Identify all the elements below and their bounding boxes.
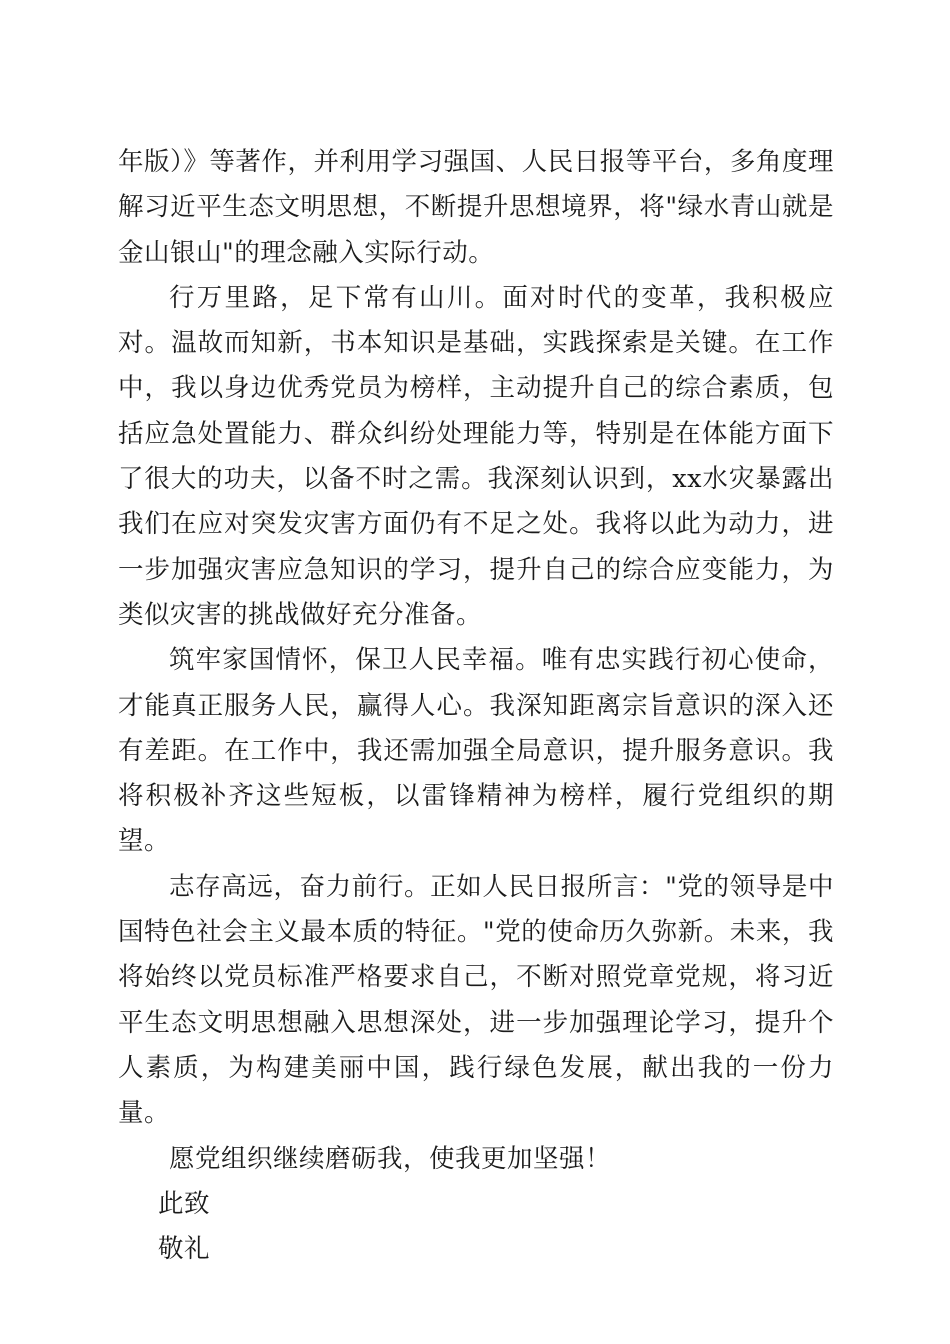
document-body [118, 140, 834, 1272]
paragraph-continued: 年版）》等著作，并利用学习强国、人民日报等平台，多角度理解习近平生态文明思想，不断提升思想境界，将"绿水青山就是金山银山"的理念融入实际行动。 [118, 147, 834, 268]
paragraph-service: 筑牢家国情怀，保卫人民幸福。唯有忠实践行初心使命，才能真正服务人民，赢得人心。我深知距离宗旨意识的深入还有差距。在工作中，我还需加强全局意识，提升服务意识。我将积极补齐这些短板，以雷锋精神为榜样，履行党组织的期望。 [118, 645, 834, 857]
paragraph-commitment: 志存高远，奋力前行。正如人民日报所言："党的领导是中国特色社会主义最本质的特征。"党的使命历久弥新。未来，我将始终以党员标准严格要求自己，不断对照党章党规，将习近平生态文明思想融入思想深处，进一步加强理论学习，提升个人素质，为构建美丽中国，践行绿色发展，献出我的一份力量。 [118, 871, 834, 1129]
closing-salutation: 此致 [158, 1188, 211, 1219]
paragraph-practice: 行万里路，足下常有山川。面对时代的变革，我积极应对。温故而知新，书本知识是基础，实践探索是关键。在工作中，我以身边优秀党员为榜样，主动提升自己的综合素质，包括应急处置能力、群众纠纷处理能力等，特别是在体能方面下了很大的功夫，以备不时之需。我深刻认识到，xx水灾暴露出我们在应对突发灾害方面仍有不足之处。我将以此为动力，进一步加强灾害应急知识的学习，提升自己的综合应变能力，为类似灾害的挑战做好充分准备。 [118, 282, 834, 630]
closing-respect: 敬礼 [158, 1234, 211, 1265]
paragraph-wish: 愿党组织继续磨砺我，使我更加坚强！ [169, 1143, 612, 1174]
